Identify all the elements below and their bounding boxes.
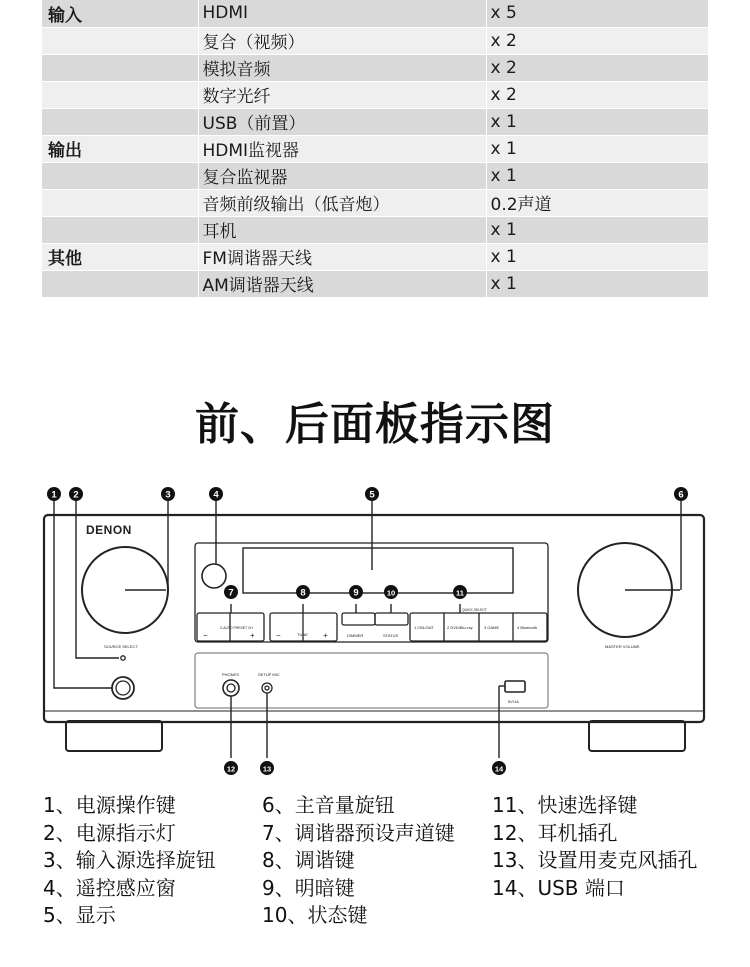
quick-select-label: QUICK SELECT [462, 608, 487, 612]
spec-row [42, 81, 708, 108]
spec-category [42, 270, 198, 297]
callout-number: 14 [494, 764, 504, 774]
legend-item: 9、明暗键 [262, 875, 355, 900]
callout-number: 12 [226, 764, 236, 774]
callout-3 [161, 487, 175, 501]
callout-number: 5 [369, 489, 375, 501]
spec-count: x 1 [486, 270, 708, 297]
spec-count: x 2 [486, 54, 708, 81]
callout-number: 13 [262, 764, 272, 774]
tune-minus: − [276, 631, 281, 640]
spec-row [42, 162, 708, 189]
setup-mic-label: SETUP MIC [258, 672, 280, 677]
spec-category [42, 162, 198, 189]
remote-sensor [202, 564, 226, 588]
spec-category [42, 54, 198, 81]
spec-item: FM调谐器天线 [198, 243, 486, 270]
callout-12 [224, 761, 238, 775]
callout-5 [365, 487, 379, 501]
status-button [375, 613, 408, 625]
foot-right [589, 721, 685, 751]
phones-jack [223, 680, 239, 696]
spec-item: HDMI监视器 [198, 135, 486, 162]
spec-category [42, 216, 198, 243]
spec-item: 复合（视频） [198, 27, 486, 54]
spec-category: 输入 [42, 0, 198, 27]
callout-group [47, 487, 688, 775]
source-select-label: SOURCE SELECT [104, 644, 138, 649]
master-volume-label: MASTER VOLUME [605, 644, 640, 649]
callout-6 [674, 487, 688, 501]
power-indicator [121, 656, 125, 660]
usb-label: 5V/1A [508, 699, 519, 704]
section-title: 前、后面板指示图 [195, 399, 555, 450]
spec-category: 输出 [42, 135, 198, 162]
callout-number: 9 [353, 587, 359, 599]
spec-item: 耳机 [198, 216, 486, 243]
spec-row [42, 0, 708, 27]
spec-count: x 2 [486, 27, 708, 54]
preset-plus: + [250, 631, 255, 640]
spec-count: x 1 [486, 162, 708, 189]
legend-item: 3、输入源选择旋钮 [43, 848, 216, 872]
legend-item: 4、遥控感应窗 [43, 875, 176, 900]
spec-row [42, 270, 708, 297]
spec-item: HDMI [198, 0, 486, 27]
spec-item: 音频前级输出（低音炮） [198, 189, 486, 216]
spec-row [42, 189, 708, 216]
preset-label: Z-AUTO PRESET CH [220, 626, 253, 630]
spec-row [42, 27, 708, 54]
dimmer-label: DIMMER [347, 633, 364, 638]
spec-count: x 5 [486, 0, 708, 27]
spec-item: USB（前置） [198, 108, 486, 135]
spec-item: AM调谐器天线 [198, 270, 486, 297]
front-panel-diagram [0, 478, 750, 788]
display-window [243, 548, 513, 593]
callout-8 [296, 585, 310, 599]
quick-button-2: 2 DVD/Blu-ray [447, 625, 473, 630]
callout-number: 4 [213, 489, 219, 501]
spec-row [42, 135, 708, 162]
dimmer-button [342, 613, 375, 625]
spec-count: x 1 [486, 243, 708, 270]
callout-7 [224, 585, 238, 599]
callout-number: 3 [165, 489, 171, 501]
spec-table [42, 0, 708, 298]
legend-item: 13、设置用麦克风插孔 [492, 848, 698, 872]
legend-column-1 [43, 792, 216, 930]
spec-item: 数字光纤 [198, 81, 486, 108]
callout-number: 11 [456, 588, 464, 598]
spec-category [42, 81, 198, 108]
spec-item: 复合监视器 [198, 162, 486, 189]
spec-row [42, 216, 708, 243]
spec-count: x 1 [486, 108, 708, 135]
quick-button-1: 1 CBL/SAT [414, 625, 434, 630]
center-lower-panel [195, 653, 548, 708]
legend-item: 7、调谐器预设声道键 [262, 820, 455, 845]
callout-number: 7 [228, 587, 234, 599]
status-label: STATUS [383, 633, 399, 638]
preset-minus: − [203, 631, 208, 640]
power-button [112, 677, 134, 699]
tune-label: TUNE [297, 632, 308, 637]
legend-item: 8、调谐键 [262, 848, 355, 872]
legend-column-2 [262, 792, 455, 930]
setup-mic-jack [262, 683, 272, 693]
spec-row [42, 108, 708, 135]
legend-item: 12、耳机插孔 [492, 820, 618, 845]
spec-category [42, 189, 198, 216]
callout-10 [384, 585, 398, 599]
callout-4 [209, 487, 223, 501]
callout-11 [453, 585, 467, 599]
foot-left [66, 721, 162, 751]
spec-count: x 2 [486, 81, 708, 108]
receiver-body [44, 515, 704, 722]
legend-item: 6、主音量旋钮 [262, 793, 395, 817]
quick-button-3: 3 GAME [484, 625, 500, 630]
brand-logo: DENON [86, 523, 132, 537]
callout-number: 8 [300, 587, 306, 599]
callout-13 [260, 761, 274, 775]
spec-count: 0.2声道 [486, 189, 708, 216]
legend-item: 1、电源操作键 [43, 793, 176, 817]
legend-item: 5、显示 [43, 903, 116, 927]
callout-number: 2 [73, 489, 79, 501]
spec-category [42, 108, 198, 135]
spec-count: x 1 [486, 135, 708, 162]
callout-9 [349, 585, 363, 599]
legend-column-3 [492, 792, 697, 902]
callout-number: 10 [386, 588, 396, 598]
callout-14 [492, 761, 506, 775]
callout-1 [47, 487, 61, 501]
spec-category [42, 27, 198, 54]
callout-number: 1 [51, 489, 57, 501]
usb-port [505, 681, 525, 692]
phones-label: PHONES [222, 672, 239, 677]
legend-item: 14、USB 端口 [492, 875, 625, 900]
tune-plus: + [323, 631, 328, 640]
spec-row [42, 54, 708, 81]
spec-category: 其他 [42, 243, 198, 270]
legend-item: 11、快速选择键 [492, 793, 638, 817]
quick-button-4: 4 Bluetooth [517, 625, 538, 630]
legend-item: 10、状态键 [262, 903, 368, 927]
callout-number: 6 [678, 489, 684, 501]
spec-row [42, 243, 708, 270]
legend-item: 2、电源指示灯 [43, 820, 176, 845]
callout-2 [69, 487, 83, 501]
spec-count: x 1 [486, 216, 708, 243]
spec-item: 模拟音频 [198, 54, 486, 81]
